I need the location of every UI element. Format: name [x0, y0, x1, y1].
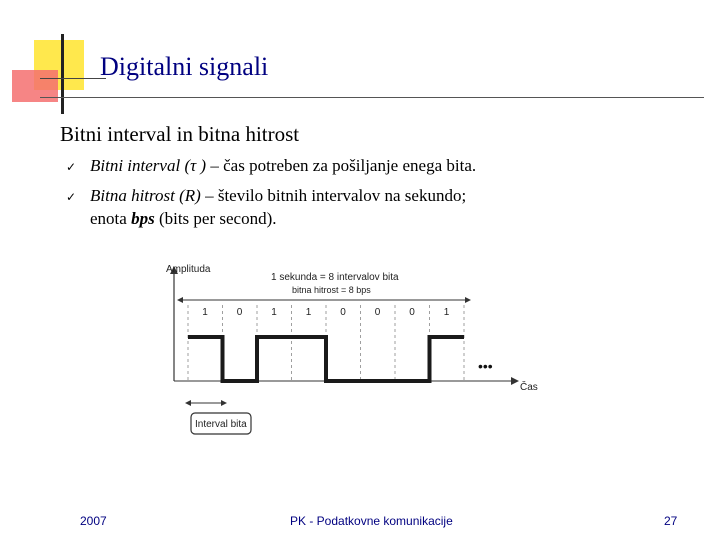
title-divider	[40, 97, 704, 98]
bullet-text: – število bitnih intervalov na sekundo;	[200, 186, 467, 205]
checkmark-icon: ✓	[66, 190, 77, 204]
interval-bit-label: Interval bita	[195, 419, 247, 430]
deco-horizontal-line	[40, 78, 106, 79]
bit-value-label: 1	[305, 307, 312, 318]
bullet-bit-rate	[66, 186, 466, 206]
checkmark-icon: ✓	[66, 160, 77, 174]
continuation-dots: •••	[478, 358, 493, 374]
footer-year: 2007	[80, 514, 107, 528]
footer-course: PK - Podatkovne komunikacije	[290, 514, 453, 528]
bit-value-label: 0	[374, 307, 381, 318]
bit-value-label: 0	[236, 307, 243, 318]
bullet-symbol: (R)	[179, 186, 201, 205]
unit-bps: bps	[131, 209, 155, 228]
bit-value-label: 1	[443, 307, 450, 318]
bit-value-label: 0	[340, 307, 346, 318]
y-axis-label: Amplituda	[166, 264, 211, 275]
unit-suffix: (bits per second).	[154, 209, 277, 228]
bullet-text: – čas potreben za pošiljanje enega bita.	[206, 156, 477, 175]
bullet-bit-interval	[66, 156, 476, 176]
footer-page-number: 27	[664, 514, 678, 528]
bit-interval-diagram	[158, 255, 558, 445]
bit-value-label: 1	[202, 307, 208, 318]
bullet-label: Bitni interval	[90, 156, 181, 175]
section-heading: Bitni interval in bitna hitrost	[60, 122, 300, 146]
bullet-bit-rate-continuation	[90, 209, 277, 229]
x-axis-label: Čas	[520, 382, 538, 393]
annotation-line-1: 1 sekunda = 8 intervalov bita	[271, 272, 399, 283]
annotation-line-2: bitna hitrost = 8 bps	[292, 285, 371, 295]
unit-prefix: enota	[90, 209, 132, 228]
slide-title: Digitalni signali	[100, 52, 269, 81]
bullet-label: Bitna hitrost	[90, 186, 175, 205]
bit-value-label: 1	[271, 307, 277, 318]
bit-value-label: 0	[409, 307, 415, 318]
bullet-symbol: (τ )	[184, 156, 207, 175]
digital-signal-waveform	[188, 337, 464, 381]
deco-vertical-line	[61, 34, 64, 114]
